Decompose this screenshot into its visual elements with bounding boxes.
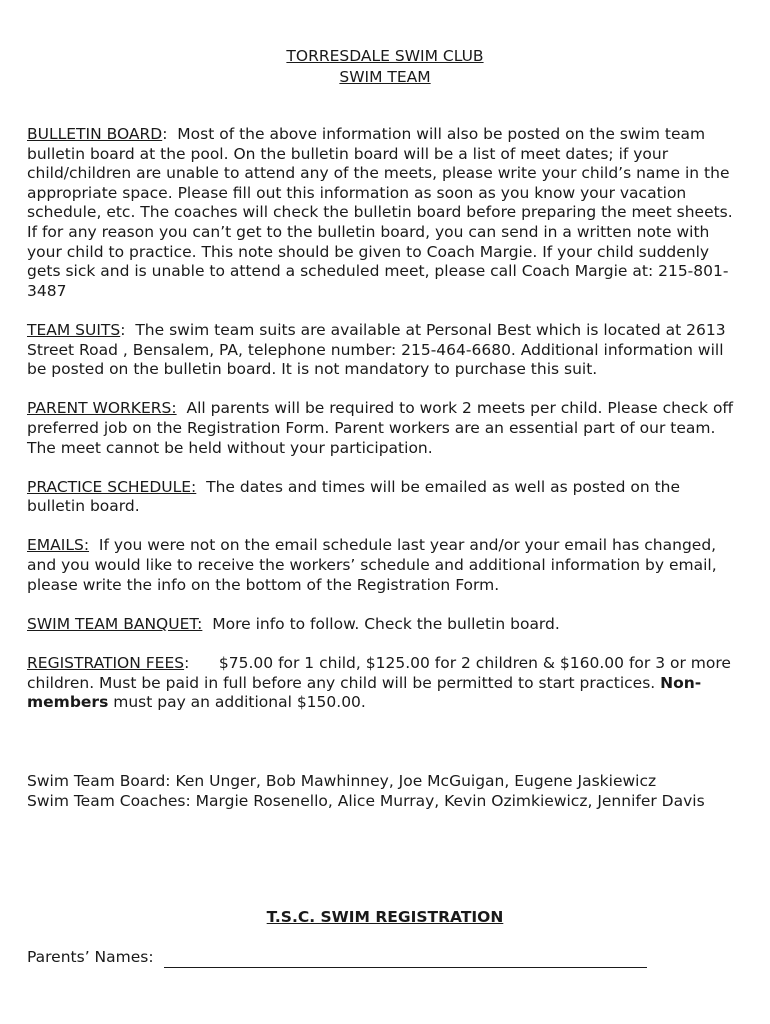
parent-workers-section: [27, 399, 742, 458]
heading-separator: :: [120, 320, 136, 339]
parents-names-row: [27, 948, 647, 968]
section-heading: REGISTRATION FEES: [27, 654, 185, 673]
heading-separator: :: [184, 654, 219, 673]
document-header: [0, 46, 770, 88]
section-heading: SWIM TEAM BANQUET:: [27, 614, 203, 633]
section-heading: EMAILS:: [27, 536, 90, 555]
heading-separator: [196, 478, 206, 496]
heading-separator: [89, 536, 99, 554]
non-members-emphasis: Non-members: [27, 673, 702, 712]
banquet-section: [27, 615, 742, 635]
team-suits-section: [27, 321, 742, 380]
section-heading: TEAM SUITS: [27, 320, 121, 339]
section-body: $75.00 for 1 child, $125.00 for 2 children & $160.00 for 3 or more children. Must be paid in full before any child will be permitted to start practices.: [27, 654, 731, 692]
coaches-list: Swim Team Coaches: Margie Rosenello, Alice Murray, Kevin Ozimkiewicz, Jennifer Davis: [27, 791, 705, 810]
section-heading: BULLETIN BOARD: [27, 125, 163, 143]
club-name: TORRESDALE SWIM CLUB: [286, 47, 484, 65]
section-body: All parents will be required to work 2 meets per child. Please check off preferred job on the Registration Form. Parent workers are an essential part of our team. The meet cannot be held without your participation.: [27, 399, 734, 457]
section-body: If you were not on the email schedule last year and/or your email has changed, and you would like to receive the workers’ schedule and additional information by email, please write the info on the bottom of the Registration Form.: [27, 536, 717, 594]
heading-separator: [177, 399, 187, 417]
practice-schedule-section: [27, 478, 742, 517]
heading-separator: :: [162, 125, 178, 143]
section-heading: PRACTICE SCHEDULE:: [27, 477, 197, 496]
section-body: Most of the above information will also be posted on the swim team bulletin board at the pool. On the bulletin board will be a list of meet dates; if your child/children are unable to attend any of the meets, please write your child’s name in the appropriate space. Please fill out this information as soon as you know your vacation schedule, etc. The coaches will check the bulletin board before preparing the meet sheets. If for any reason you can’t get to the bulletin board, you can send in a written note with your child to practice. This note should be given to Coach Margie. If your child suddenly gets sick and is unable to attend a scheduled meet, please call Coach Margie at: 215-801-3487: [27, 125, 733, 300]
emails-section: [27, 536, 742, 595]
registration-fees-section: [27, 654, 742, 713]
board-members: Swim Team Board: Ken Unger, Bob Mawhinney, Joe McGuigan, Eugene Jaskiewicz: [27, 772, 657, 790]
bulletin-board-section: [27, 125, 742, 301]
heading-separator: [202, 615, 212, 633]
section-heading: PARENT WORKERS:: [27, 399, 177, 418]
parents-names-field[interactable]: [164, 950, 647, 968]
info-sections: [27, 125, 742, 732]
parents-names-label: Parents’ Names:: [27, 948, 154, 966]
board-and-coaches: [27, 772, 742, 811]
registration-title: T.S.C. SWIM REGISTRATION: [266, 908, 504, 926]
section-body: The swim team suits are available at Personal Best which is located at 2613 Street Road , Bensalem, PA, telephone number: 215-464-6680. Additional information will be posted on the bulletin board. It is not mandatory to purchase this suit.: [27, 320, 726, 379]
section-body: More info to follow. Check the bulletin board.: [212, 614, 560, 633]
section-body: The dates and times will be emailed as well as posted on the bulletin board.: [27, 477, 681, 516]
section-body-tail: must pay an additional $150.00.: [108, 693, 366, 712]
team-name: SWIM TEAM: [339, 68, 431, 86]
